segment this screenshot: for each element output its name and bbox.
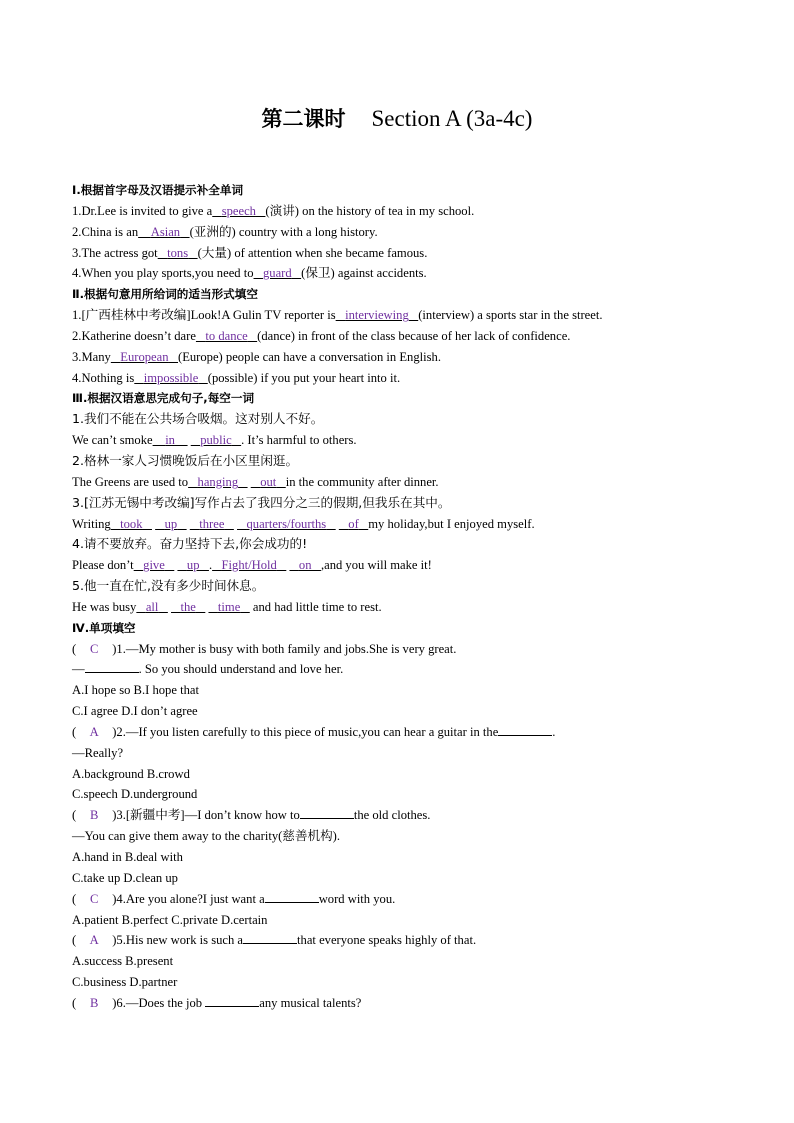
s4-q5-stem: ( A )5.His new work is such a that everyone speaks highly of that. bbox=[72, 933, 477, 948]
s2-question-4: 4.Nothing is impossible (possible) if you put your heart into it. bbox=[72, 370, 401, 385]
section-3-heading: Ⅲ.根据汉语意思完成句子,每空一词 bbox=[72, 391, 255, 406]
s4-q2-stem: ( A )2.—If you listen carefully to this piece of music,you can hear a guitar in the . bbox=[72, 724, 556, 739]
section-2-heading: Ⅱ.根据句意用所给词的适当形式填空 bbox=[72, 287, 258, 302]
s3-q3-english: Writing took up three quarters/fourths of my holiday,but I enjoyed myself. bbox=[72, 516, 535, 531]
s2-question-1: 1.[广西桂林中考改编]Look!A Gulin TV reporter is interviewing (interview) a sports star in the street. bbox=[72, 308, 603, 323]
section-1-heading: Ⅰ.根据首字母及汉语提示补全单词 bbox=[72, 183, 244, 197]
s3-q4-english: Please don’t give up . Fight/Hold on ,and you will make it! bbox=[72, 558, 432, 573]
s3-q1-english: We can’t smoke in public . It’s harmful to others. bbox=[72, 433, 357, 448]
s4-q4-stem: ( C )4.Are you alone?I just want a word with you. bbox=[72, 891, 396, 906]
s4-q6-stem: ( B )6.—Does the job any musical talents? bbox=[72, 995, 362, 1010]
s3-q1-chinese: 1.我们不能在公共场合吸烟。这对别人不好。 bbox=[72, 411, 324, 427]
s1-question-3: 3.The actress got tons (大量) of attention when she became famous. bbox=[72, 245, 428, 260]
s1-question-1: 1.Dr.Lee is invited to give a speech (演讲) on the history of tea in my school. bbox=[72, 203, 475, 218]
s2-question-3: 3.Many European (Europe) people can have a conversation in English. bbox=[72, 349, 441, 364]
s1-question-2: 2.China is an Asian (亚洲的) country with a long history. bbox=[72, 224, 378, 239]
s3-q2-chinese: 2.格林一家人习惯晚饭后在小区里闲逛。 bbox=[72, 452, 299, 468]
s4-q5-options-ab: A.success B.present bbox=[72, 954, 174, 969]
s3-q3-chinese: 3.[江苏无锡中考改编]写作占去了我四分之三的假期,但我乐在其中。 bbox=[72, 494, 451, 510]
s4-q1-options-ab: A.I hope so B.I hope that bbox=[72, 683, 199, 698]
s3-q5-english: He was busy all the time and had little time to rest. bbox=[72, 599, 382, 614]
s1-question-4: 4.When you play sports,you need to guard (保卫) against accidents. bbox=[72, 266, 427, 281]
s4-q3-line2: —You can give them away to the charity(慈善机构). bbox=[72, 829, 341, 844]
s3-q2-english: The Greens are used to hanging out in the community after dinner. bbox=[72, 474, 439, 489]
s3-q4-chinese: 4.请不要放弃。奋力坚持下去,你会成功的! bbox=[72, 536, 308, 552]
s4-q1-options-cd: C.I agree D.I don’t agree bbox=[72, 704, 198, 719]
section-4-heading: Ⅳ.单项填空 bbox=[72, 620, 136, 635]
worksheet-body bbox=[72, 180, 732, 1014]
s2-question-2: 2.Katherine doesn’t dare to dance (dance) in front of the class because of her lack of confidence. bbox=[72, 328, 571, 343]
s4-q3-options-cd: C.take up D.clean up bbox=[72, 870, 178, 885]
s4-q5-options-cd: C.business D.partner bbox=[72, 975, 178, 990]
s4-q3-stem: ( B )3.[新疆中考]—I don’t know how to the old clothes. bbox=[72, 808, 431, 823]
s4-q2-options-cd: C.speech D.underground bbox=[72, 787, 198, 802]
s4-q2-line2: —Really? bbox=[72, 745, 124, 760]
s3-q5-chinese: 5.他一直在忙,没有多少时间休息。 bbox=[72, 578, 265, 594]
s4-q2-options-ab: A.background B.crowd bbox=[72, 766, 190, 781]
s4-q1-line2: — . So you should understand and love her. bbox=[72, 662, 344, 677]
page-title: 第二课时 Section A (3a-4c) bbox=[261, 106, 533, 131]
s4-q3-options-ab: A.hand in B.deal with bbox=[72, 850, 183, 864]
s4-q1-stem: ( C )1.—My mother is busy with both family and jobs.She is very great. bbox=[72, 641, 457, 656]
s4-q4-options: A.patient B.perfect C.private D.certain bbox=[72, 912, 268, 927]
